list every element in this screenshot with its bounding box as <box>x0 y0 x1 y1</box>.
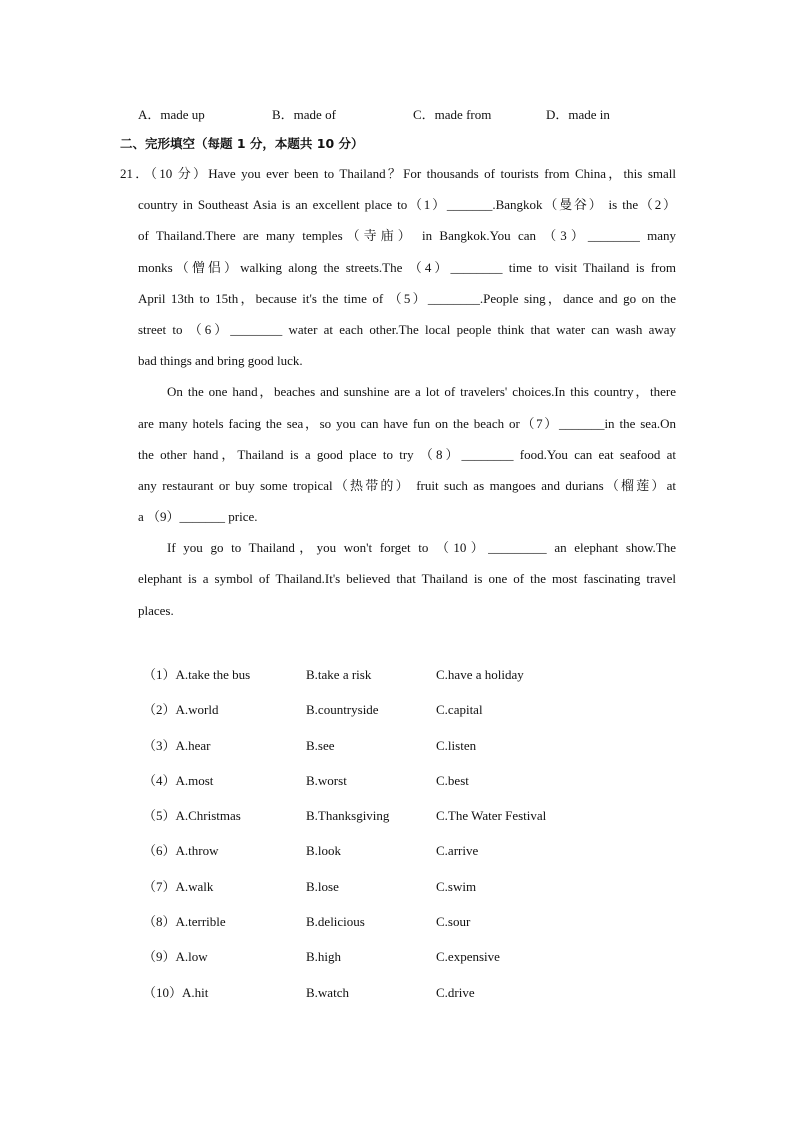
choice-a: （4）A.most <box>143 772 214 788</box>
option-c: C．made from <box>413 107 492 122</box>
option-row <box>143 699 623 734</box>
choice-a: （6）A.throw <box>143 843 219 859</box>
choice-b: B.see <box>306 737 335 753</box>
choice-c: C.sour <box>436 914 471 930</box>
option-row <box>143 805 623 840</box>
choice-c: C.listen <box>436 737 477 753</box>
option-row <box>143 735 623 770</box>
choice-c: C.capital <box>436 702 483 718</box>
option-row <box>143 770 623 805</box>
choice-c: C.best <box>436 772 469 788</box>
choice-b: B.watch <box>306 984 349 1000</box>
choice-b: B.delicious <box>306 914 365 930</box>
passage-line: If you go to Thailand，you won't forget to （10）_________ an elephant show.The <box>167 540 676 556</box>
answer-options <box>143 664 623 1017</box>
passage-line: places. <box>138 602 174 618</box>
choice-c: C.have a holiday <box>436 667 524 682</box>
option-row <box>143 840 623 875</box>
choice-a: （2）A.world <box>143 702 219 718</box>
passage-line: street to （6）________ water at each other.The local people think that water can wash away <box>138 321 676 337</box>
passage-line: April 13th to 15th，because it's the time of （5）________.People sing，dance and go on the <box>138 290 676 306</box>
choice-b: B.high <box>306 949 342 965</box>
choice-a: （8）A.terrible <box>143 914 226 930</box>
passage-line: elephant is a symbol of Thailand.It's believed that Thailand is one of the most fascinating travel <box>138 571 676 587</box>
passage-line: of Thailand.There are many temples（寺庙） in Bangkok.You can （3）________ many <box>138 228 676 244</box>
option-row <box>143 982 623 1017</box>
option-b: B．made of <box>272 107 336 122</box>
passage-line: a （9）_______ price. <box>138 509 258 525</box>
passage-line: On the one hand，beaches and sunshine are a lot of travelers' choices.In this country，there <box>167 384 676 400</box>
choice-b: B.countryside <box>306 702 379 718</box>
passage-line: country in Southeast Asia is an excellent place to（1）_______.Bangkok（曼谷） is the（2） <box>138 197 676 213</box>
section-heading: 二、完形填空（每题 1 分，本题共 10 分） <box>120 136 364 151</box>
choice-a: （7）A.walk <box>143 878 214 894</box>
cloze-passage <box>120 164 676 632</box>
choice-a: （5）A.Christmas <box>143 808 241 824</box>
choice-c: C.arrive <box>436 843 479 859</box>
choice-b: B.lose <box>306 878 339 894</box>
option-row <box>143 664 623 699</box>
choice-a: （9）A.low <box>143 949 208 965</box>
choice-a: （1）A.take the bus <box>143 667 251 682</box>
passage-line: bad things and bring good luck. <box>138 353 303 369</box>
choice-c: C.expensive <box>436 949 500 965</box>
choice-c: C.drive <box>436 984 475 1000</box>
choice-b: B.worst <box>306 772 347 788</box>
passage-line: the other hand，Thailand is a good place to try （8）________ food.You can eat seafood at <box>138 446 676 462</box>
option-row <box>143 876 623 911</box>
choice-a: （3）A.hear <box>143 737 211 753</box>
option-row <box>143 911 623 946</box>
choice-b: B.take a risk <box>306 667 372 682</box>
previous-question-options <box>138 104 698 122</box>
passage-line: 21．（10 分）Have you ever been to Thailand？For thousands of tourists from China，this small <box>120 166 676 181</box>
passage-line: are many hotels facing the sea，so you can have fun on the beach or（7）_______in the sea.On <box>138 415 676 431</box>
passage-line: any restaurant or buy some tropical（热带的） fruit such as mangoes and durians（榴莲）at <box>138 477 676 493</box>
option-row <box>143 946 623 981</box>
passage-line: monks（僧侣）walking along the streets.The （4）________ time to visit Thailand is from <box>138 259 676 275</box>
choice-b: B.look <box>306 843 342 859</box>
choice-c: C.swim <box>436 878 477 894</box>
choice-c: C.The Water Festival <box>436 808 547 824</box>
option-a: A．made up <box>138 107 205 122</box>
option-d: D．made in <box>546 107 610 122</box>
choice-b: B.Thanksgiving <box>306 808 390 824</box>
choice-a: （10）A.hit <box>143 984 209 1000</box>
